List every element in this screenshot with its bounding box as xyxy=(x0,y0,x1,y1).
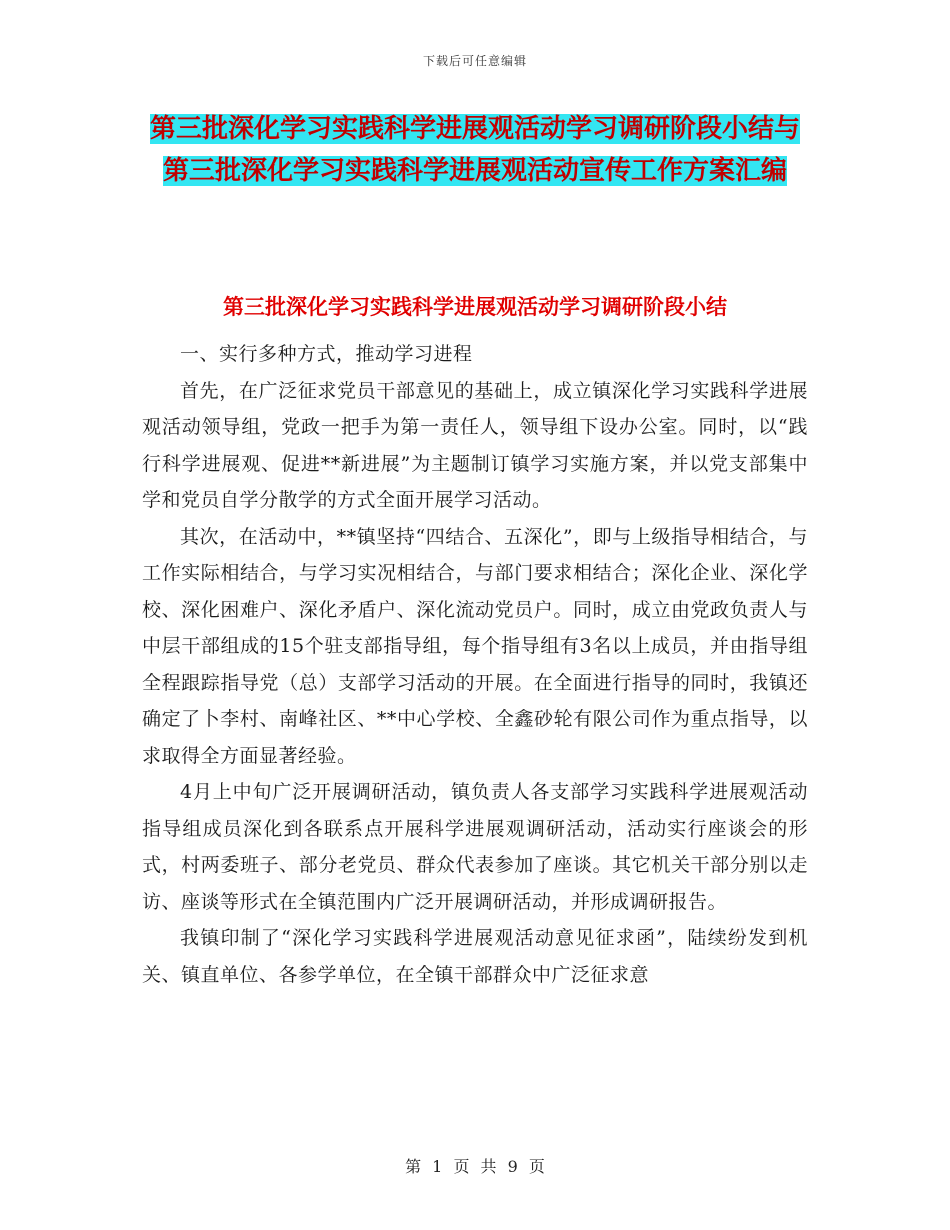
section-title: 第三批深化学习实践科学进展观活动学习调研阶段小结 xyxy=(223,294,727,319)
paragraph: 其次，在活动中，**镇坚持“四结合、五深化”，即与上级指导相结合，与工作实际相结合，与学习实况相结合，与部门要求相结合；深化企业、深化学校、深化困难户、深化矛盾户、深化流动党员户。同时，成立由党政负责人与中层干部组成的15个驻支部指导组，每个指导组有3名以上成员，并由指导组全程跟踪指导党（总）支部学习活动的开展。在全面进行指导的同时，我镇还确定了卜李村、南峰社区、**中心学校、全鑫砂轮有限公司作为重点指导，以求取得全方面显著经验。 xyxy=(142,525,808,767)
paragraph: 4月上中旬广泛开展调研活动，镇负责人各支部学习实践科学进展观活动指导组成员深化到各联系点开展科学进展观调研活动，活动实行座谈会的形式，村两委班子、部分老党员、群众代表参加了座谈。其它机关干部分别以走访、座谈等形式在全镇范围内广泛开展调研活动，并形成调研报告。 xyxy=(142,781,808,913)
page-number-footer: 第 1 页 共 9 页 xyxy=(405,1157,545,1176)
document-title xyxy=(140,108,810,192)
paragraph: 首先，在广泛征求党员干部意见的基础上，成立镇深化学习实践科学进展观活动领导组，党政一把手为第一责任人，领导组下设办公室。同时，以“践行科学进展观、促进**新进展”为主题制订镇学习实施方案，并以党支部集中学和党员自学分散学的方式全面开展学习活动。 xyxy=(142,379,808,511)
page-header-note: 下载后可任意编辑 xyxy=(422,54,527,68)
paragraph: 一、实行多种方式，推动学习进程 xyxy=(180,343,473,365)
paragraph: 我镇印制了“深化学习实践科学进展观活动意见征求函”，陆续纷发到机关、镇直单位、各参学单位，在全镇干部群众中广泛征求意 xyxy=(142,927,808,986)
document-body xyxy=(142,336,808,993)
document-title-text: 第三批深化学习实践科学进展观活动学习调研阶段小结与第三批深化学习实践科学进展观活动宣传工作方案汇编 xyxy=(149,114,800,186)
